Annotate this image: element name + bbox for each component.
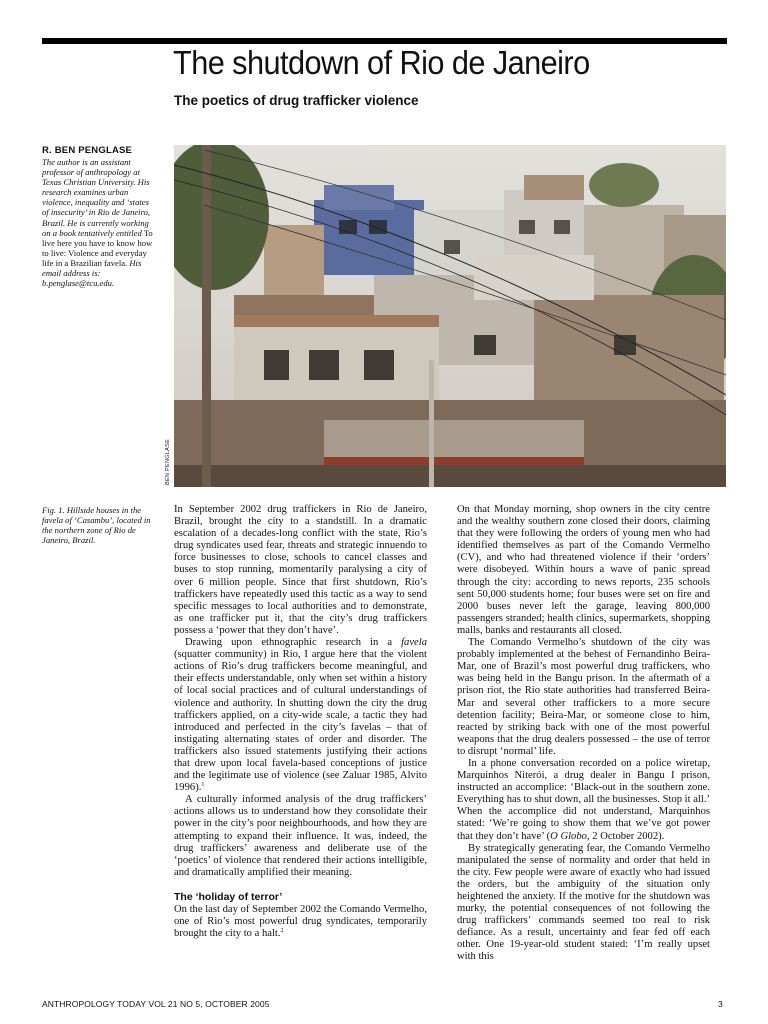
article-title: The shutdown of Rio de Janeiro bbox=[173, 44, 590, 81]
footer-journal: ANTHROPOLOGY TODAY VOL 21 NO 5, OCTOBER 2005 bbox=[42, 999, 270, 1009]
paragraph-2-term: favela bbox=[401, 637, 427, 649]
paragraph-7 bbox=[457, 843, 710, 964]
figure-caption: Fig. 1. Hillside houses in the favela of ‘Casambu’, located in the northern zone of Rio de Janeiro, Brazil. bbox=[42, 505, 151, 546]
paragraph-1: In September 2002 drug traffickers in Rio de Janeiro, Brazil, brought the city to a standstill. In a dramatic escalation of a decades-long conflict with the state, Rio’s drug syndicates used fear, threats and strategic innuendo to force businesses to close, schools to cancel classes and buses to stop running, momentarily paralysing a city of over 6 million people. Since that first shutdown, Rio’s traffickers have repeatedly used this tactic as a way to send specific messages to local authorities and to demonstrate, as one trafficker put it, that the city’s drug traffickers possess a ‘power that they don’t have’. bbox=[174, 504, 427, 636]
footnote-ref-1: 1 bbox=[201, 782, 205, 789]
section-heading: The ‘holiday of terror’ bbox=[174, 890, 283, 903]
paragraph-3: A culturally informed analysis of the drug traffickers’ actions allows us to understand how they consolidate their power in the city’s poor neighbourhoods, and how they are attempting to expand their influence. It was, indeed, the drug traffickers’ awareness and deliberate use of the ‘poetics’ of violence that rendered their actions intelligible, and dramatically amplified their meaning. bbox=[174, 794, 427, 878]
author-name: R. BEN PENGLASE bbox=[42, 145, 133, 156]
body-column-right bbox=[457, 504, 710, 964]
paragraph-6-rest: , 2 October 2002). bbox=[586, 830, 665, 842]
paragraph-4 bbox=[174, 904, 427, 940]
paragraph-2-rest: (squatter community) in Rio, I argue here that the violent actions of Rio’s drug traffickers become meaningful, and their effects understandable, only when set within a history of local social practices and of cultural understandings of violence and authority. In shutting down the city the drug traffickers applied, on a city-wide scale, a tactic they had introduced and perfected in the city’s favelas – that of instigating alternating states of order and disorder. The traffickers also issued statements justifying their actions that drew upon local favela-based conceptions of justice and the legitimate use of violence (see Zaluar 1985, Alvito 1996). bbox=[174, 649, 427, 794]
author-bio-text: The author is an assistant professor of anthropology at Texas Christian University. His research examines urban violence, inequality and ‘states of insecurity’ in Rio de Janeiro, Brazil. He is currently working on a book tentatively entitled bbox=[42, 157, 151, 238]
hillside-photo bbox=[174, 145, 726, 487]
article-subtitle: The poetics of drug trafficker violence bbox=[174, 93, 419, 108]
author-book-title: To live here you have to know how to live: Violence and everyday life in a Brazilian favela. bbox=[42, 227, 153, 268]
paragraph-6-start: In a phone conversation recorded on a police wiretap, Marquinhos Niterói, a drug dealer in Bangu I prison, instructed an accomplice: ‘Black-out in the southern zone. Everything has to shut down, all the businesses. Stop it all.’ When the accomplice did not understand, Marquinhos stated: ‘We’re going to show them that we’ve got power that they don’t have’ ( bbox=[457, 757, 710, 842]
body-column-left bbox=[174, 504, 427, 940]
paragraph-5 bbox=[457, 637, 710, 758]
paragraph-6 bbox=[457, 758, 710, 843]
paragraph-2 bbox=[174, 637, 427, 794]
paragraph-5-text: The Comando Vermelho’s shutdown of the city was probably implemented at the behest of Fernandinho Beira-Mar, one of Brazil’s most powerful drug traffickers, who was being held in the Bangu prison. In the aftermath of a prison riot, the Rio state authorities had transferred Beira-Mar and several other traffickers to a more secure detention facility; Beira-Mar, or someone close to him, reacted by striking back with one of the most powerful weapons that the drug dealers possessed – the use of terror to disrupt ‘normal’ life. bbox=[457, 637, 710, 757]
author-email: His email address is: b.penglase@tcu.edu. bbox=[42, 257, 142, 289]
favela-photo-image bbox=[174, 145, 726, 487]
paragraph-4-start: On the last day of September 2002 the Comando Vermelho, one of Rio’s most powerful drug syndicates, temporarily brought the city to a halt. bbox=[174, 903, 427, 940]
paragraph-4-rest: On that Monday morning, shop owners in the city centre and the wealthy southern zone closed their doors, claiming that they were following the orders of young men who had identified themselves as part of the Comando Vermelho (CV), and who had threatened violence if their ‘orders’ were disobeyed. Within hours a wave of panic spread through the city: according to news reports, 235 schools sent 50,000 students home; four buses were set on fire and 2000 buses never left the garage, leaving 800,000 passengers stranded; health clinics, supermarkets, shopping malls, banks and restaurants all closed. bbox=[457, 504, 710, 636]
paragraph-6-source: O Globo bbox=[550, 830, 587, 842]
footnote-ref-2: 2 bbox=[280, 928, 284, 935]
paragraph-2-start: Drawing upon ethnographic research in a bbox=[185, 637, 402, 649]
footer-page-number: 3 bbox=[718, 999, 723, 1009]
paragraph-7-text: By strategically generating fear, the Comando Vermelho manipulated the sense of normality and order that held in the city. Few people were aware of exactly who had issued the orders, but the ambiguity of the situation only heightened the anxiety. If the motive for the shutdown was murky, the potential consequences of not following the drug traffickers’ commands seemed too real to risk defiance. As a result, uncertainty and fear fed off each other. One 19-year-old student stated: ‘I’m really upset with this bbox=[457, 842, 710, 963]
paragraph-4-continued bbox=[457, 504, 710, 637]
author-bio bbox=[42, 157, 154, 288]
photo-credit: BEN PENGLASE bbox=[165, 438, 171, 485]
